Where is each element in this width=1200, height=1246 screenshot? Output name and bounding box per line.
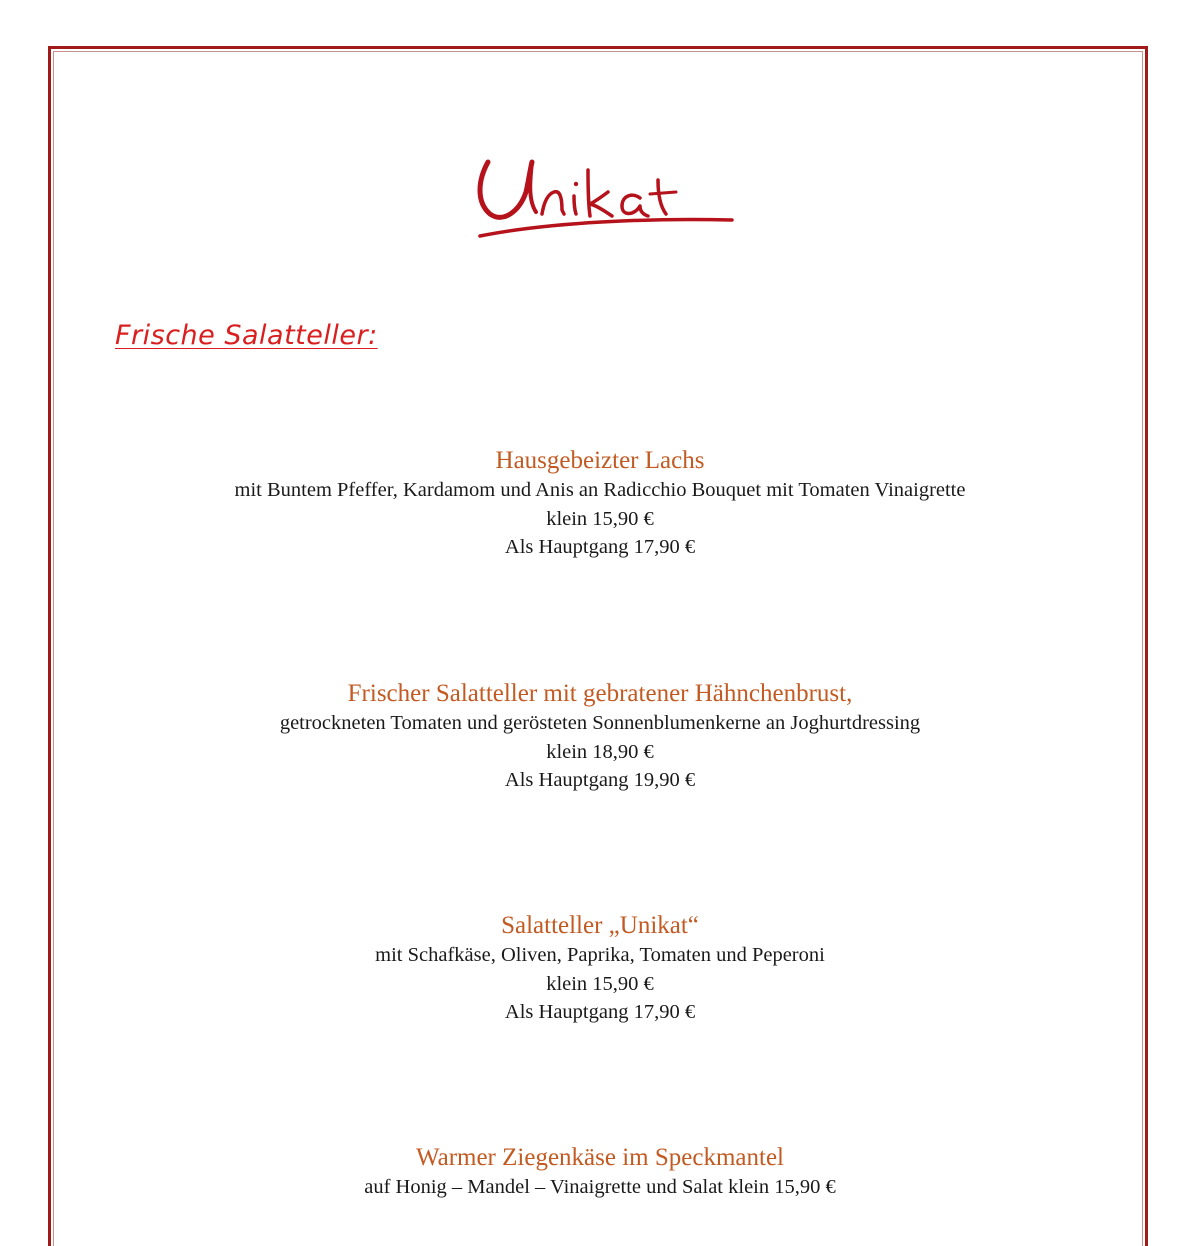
section-heading: Frische Salatteller:	[115, 320, 378, 351]
unikat-logo	[470, 140, 740, 250]
item-price-small: klein 18,90 €	[546, 740, 654, 763]
item-description: mit Schafkäse, Oliven, Paprika, Tomaten und Peperoni	[375, 944, 825, 966]
item-title: Warmer Ziegenkäse im Speckmantel	[416, 1144, 784, 1171]
item-description: getrockneten Tomaten und gerösteten Sonnenblumenkerne an Joghurtdressing	[279, 712, 921, 734]
menu-item-unikat	[0, 911, 1200, 1027]
item-price-small: klein 15,90 €	[546, 972, 654, 995]
item-title: Hausgebeizter Lachs	[495, 447, 705, 474]
item-description: auf Honig – Mandel – Vinaigrette und Salat klein 15,90 €	[364, 1176, 836, 1198]
item-price-small: klein 15,90 €	[546, 507, 654, 530]
item-price-main: Als Hauptgang 17,90 €	[504, 1001, 696, 1023]
menu-item-ziegenkaese	[0, 1143, 1200, 1202]
menu-item-haehnchenbrust	[0, 679, 1200, 795]
menu-item-lachs	[0, 446, 1200, 562]
logo-text: Unikat	[470, 140, 473, 141]
item-title: Salatteller „Unikat“	[501, 912, 699, 939]
item-price-main: Als Hauptgang 17,90 €	[504, 536, 696, 558]
item-title: Frischer Salatteller mit gebratener Hähnchenbrust,	[347, 680, 853, 707]
item-price-main: Als Hauptgang 19,90 €	[504, 769, 696, 791]
item-description: mit Buntem Pfeffer, Kardamom und Anis an Radicchio Bouquet mit Tomaten Vinaigrette	[234, 479, 966, 501]
